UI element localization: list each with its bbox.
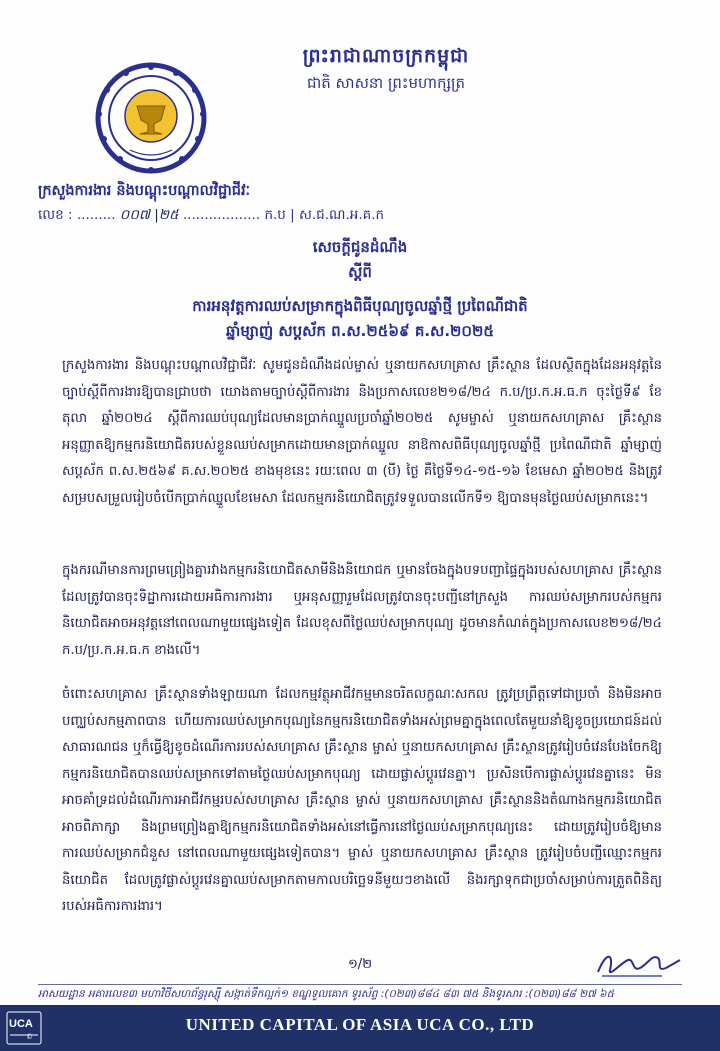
notice-title: សេចក្តីជូនដំណឹង (312, 238, 408, 256)
company-name: UNITED CAPITAL OF ASIA UCA CO., LTD (185, 1015, 535, 1034)
reference-dots-2: .................. (182, 207, 261, 223)
kingdom-title: ព្រះរាជាណាចក្រកម្ពុជា (302, 45, 470, 67)
body-paragraph-2: ក្នុងករណីមានការព្រមព្រៀងគ្នារវាងកម្មករនិយោជិតសាមីនិងនិយោជក ឬមានចែងក្នុងបទបញ្ជាផ្ទៃក្នុងរបស់សហគ្រាស គ្រឹះស្ថានដែលត្រូវបានចុះទិដ្ឋាការដោយអធិការការងារ ឬអនុសញ្ញារួមដែលត្រូវបានចុះបញ្ជីនៅក្រសួង ការឈប់សម្រាករបស់កម្មករនិយោជិតអាចអនុវត្តនៅពេលណាមួយផ្សេងទៀត ដែលខុសពីថ្ងៃឈប់សម្រាកបុណ្យ ដូចមានកំណត់ក្នុងប្រកាសលេខ២១៨/២៤ ក.ប/ប្រ.ក.អ.ធ.ក ខាងលើ។ (62, 563, 662, 658)
reference-code: ក.ប | ស.ជ.ណ.អ.គ.ក (264, 207, 385, 223)
registered-mark: © (26, 1033, 33, 1041)
uca-logo-text: UCA (9, 1018, 33, 1030)
footer-divider (38, 984, 682, 985)
page-number: ១/២ (347, 957, 373, 972)
ministry-seal-logo (92, 62, 210, 174)
body-paragraph-1: ក្រសួងការងារ និងបណ្តុះបណ្តាលវិជ្ជាជីវៈ សូមជូនដំណឹងដល់ម្ចាស់ ឬនាយកសហគ្រាស គ្រឹះស្ថាន ដែលស្ថិតក្នុងដែនអនុវត្តនៃច្បាប់ស្តីពីការងារឱ្យបានជ្រាបថា យោងតាមច្បាប់ស្តីពីការងារ និងប្រកាសលេខ២១៨/២៤ ក.ប/ប្រ.ក.អ.ធ.ក ចុះថ្ងៃទី៩ ខែតុលា ឆ្នាំ២០២៤ ស្តីពីការឈប់បុណ្យដែលមានប្រាក់ឈ្នួលប្រចាំឆ្នាំ២០២៥ សូមម្ចាស់ ឬនាយកសហគ្រាស គ្រឹះស្ថានអនុញ្ញាតឱ្យកម្មករនិយោជិតរបស់ខ្លួនឈប់សម្រាកដោយមានប្រាក់ឈ្នួល នាឱកាសពិធីបុណ្យចូលឆ្នាំថ្មី ប្រពៃណីជាតិ ឆ្នាំម្សាញ់ សប្តស័ក ព.ស.២៥៦៩ គ.ស.២០២៥ ខាងមុខនេះ រយៈពេល ៣ (បី) ថ្ងៃ គឺថ្ងៃទី១៤-១៥-១៦ ខែមេសា ឆ្នាំ២០២៥ និងត្រូវសម្របសម្រួលរៀបចំបើកប្រាក់ឈ្នួលខែមេសា ដែលកម្មករនិយោជិតត្រូវទទួលបានលើកទី១ ឱ្យបានមុនថ្ងៃឈប់សម្រាកនេះ។ (62, 358, 662, 506)
ministry-address: អាសយដ្ឋាន អគារលេខ៣ មហាវិថីសហព័ន្ធរុស្ស៊ី សង្កាត់ទឹកល្អក់១ ខណ្ឌទួលគោក ទូរស័ព្ទ :(០២៣)៨៨៤ ៨៣ ៧៥ និងទូរសារ :(០២៣)៨៨ ២៧ ៦៥ (38, 988, 615, 1000)
reference-label: លេខ : (38, 207, 73, 223)
body-paragraph-3: ចំពោះសហគ្រាស គ្រឹះស្ថានទាំងឡាយណា ដែលកម្មវត្ថុអាជីវកម្មមានចរិតលក្ខណៈសកល ត្រូវប្រព្រឹត្តទៅជាប្រចាំ និងមិនអាចបញ្ឈប់សកម្មភាពបាន ហើយការឈប់សម្រាកបុណ្យនៃកម្មករនិយោជិតទាំងអស់ព្រមគ្នាក្នុងពេលតែមួយនាំឱ្យខូចប្រយោជន៍ដល់សាធារណជន ឬក៏ធ្វើឱ្យខូចដំណើរការរបស់សហគ្រាស គ្រឹះស្ថាន ម្ចាស់ ឬនាយកសហគ្រាស គ្រឹះស្ថានត្រូវរៀបចំវេនបែងចែកឱ្យកម្មករនិយោជិតបានឈប់សម្រាកទៅតាមថ្ងៃឈប់សម្រាកបុណ្យ ដោយផ្លាស់ប្តូរវេនគ្នា។ ប្រសិនបើការផ្លាស់ប្តូរវេនគ្នានេះ មិនអាចគាំទ្រដល់ដំណើរការអាជីវកម្មរបស់សហគ្រាស គ្រឹះស្ថាន ម្ចាស់ ឬនាយកសហគ្រាស គ្រឹះស្ថាននិងតំណាងកម្មករនិយោជិតអាចពិភាក្សា និងព្រមព្រៀងគ្នាឱ្យកម្មករនិយោជិតទាំងអស់នៅធ្វើការនៅថ្ងៃឈប់សម្រាកបុណ្យនេះ ដោយត្រូវរៀបចំឱ្យមានការឈប់សម្រាកជំនួស នៅពេលណាមួយផ្សេងទៀតបាន។ ម្ចាស់ ឬនាយកសហគ្រាស គ្រឹះស្ថាន ត្រូវរៀបចំបញ្ជីឈ្មោះកម្មករនិយោជិត ដែលត្រូវផ្លាស់ប្តូរវេនគ្នាឈប់សម្រាកតាមកាលបរិច្ឆេទនីមួយៗខាងលើ និងរក្សាទុកជាប្រចាំសម្រាប់ការត្រួតពិនិត្យរបស់អធិការការងារ។ (62, 687, 662, 914)
notice-subject-year: ឆ្នាំម្សាញ់ សប្តស័ក ព.ស.២៥៦៩ គ.ស.២០២៥ (226, 322, 494, 340)
handwritten-signature (592, 942, 687, 982)
notice-subject-label: ស្តីពី (348, 263, 372, 281)
ministry-name: ក្រសួងការងារ និងបណ្តុះបណ្តាលវិជ្ជាជីវៈ (38, 183, 251, 199)
national-motto: ជាតិ សាសនា ព្រះមហាក្សត្រ (306, 74, 466, 92)
reference-number: ០០៧ |២៥ (119, 207, 179, 223)
notice-subject: ការអនុវត្តការឈប់សម្រាកក្នុងពិធីបុណ្យចូលឆ្នាំថ្មី ប្រពៃណីជាតិ (192, 297, 528, 315)
reference-line (38, 206, 384, 226)
reference-dots: ......... (76, 207, 116, 223)
